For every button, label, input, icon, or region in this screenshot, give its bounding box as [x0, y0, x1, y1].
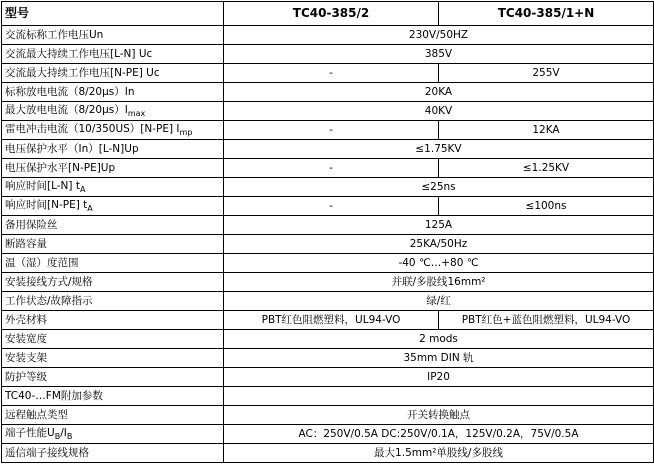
row-value-span: -40 ℃…+80 ℃: [224, 254, 654, 273]
table-row: [2, 330, 654, 349]
row-value-span: 385V: [224, 45, 654, 64]
row-label: 雷电冲击电流（10/350US）[N-PE] $I_{mp}$: [2, 121, 224, 140]
row-label: 断路容量: [2, 235, 224, 254]
row-label: 远程触点类型: [2, 406, 224, 425]
table-row: [2, 406, 654, 425]
table-row: [2, 216, 654, 235]
row-label: 温（湿）度范围: [2, 254, 224, 273]
table-row: [2, 102, 654, 121]
row-value-1: PBT红色阻燃塑料，UL94-VO: [224, 311, 439, 330]
row-value-span: 2 mods: [224, 330, 654, 349]
table-row: [2, 311, 654, 330]
row-value-span: 绿/红: [224, 292, 654, 311]
row-label: 遥信端子接线规格: [2, 444, 224, 463]
row-value-2: ≤100ns: [439, 197, 654, 216]
row-label: 最大放电电流$(8/20\mu s)I_{max}$: [2, 102, 224, 121]
row-label: 安装宽度: [2, 330, 224, 349]
table-row: [2, 444, 654, 463]
row-label: 安装接线方式/规格: [2, 273, 224, 292]
row-value-2: 12KA: [439, 121, 654, 140]
row-label: 响应时间[N-PE] $t_A$: [2, 197, 224, 216]
row-label: 标称放电电流（8/20μs）In: [2, 83, 224, 102]
table-row: [2, 197, 654, 216]
row-label: 电压保护水平（In）[L-N]Up: [2, 140, 224, 159]
row-value-1: -: [224, 197, 439, 216]
row-value-span: 125A: [224, 216, 654, 235]
section-label: TC40-…FM附加参数: [2, 387, 224, 406]
table-row: [2, 178, 654, 197]
table-header-row: [2, 2, 654, 26]
table-row: [2, 254, 654, 273]
row-value-span: 25KA/50Hz: [224, 235, 654, 254]
row-value-1: -: [224, 64, 439, 83]
row-label: 电压保护水平[N-PE]Up: [2, 159, 224, 178]
row-label: 交流最大持续工作电压[L-N] Uc: [2, 45, 224, 64]
row-label: 安装支架: [2, 349, 224, 368]
row-label: 端子性能$U_B/I_B$: [2, 425, 224, 444]
table-row: [2, 121, 654, 140]
header-label: 型号: [2, 2, 224, 26]
header-model-1: TC40-385/2: [224, 2, 439, 26]
row-label: 交流标称工作电压Un: [2, 26, 224, 45]
table-row: [2, 140, 654, 159]
table-row: [2, 273, 654, 292]
row-label: 工作状态/故障指示: [2, 292, 224, 311]
row-value-2: PBT红色+蓝色阻燃塑料，UL94-VO: [439, 311, 654, 330]
row-value-span: ≤25ns: [224, 178, 654, 197]
row-value-span: ≤1.75KV: [224, 140, 654, 159]
row-value-1: -: [224, 121, 439, 140]
table-row: [2, 26, 654, 45]
row-value-span: 最大1.5mm²单股线/多股线: [224, 444, 654, 463]
row-value-2: ≤1.25KV: [439, 159, 654, 178]
specification-table: [1, 1, 654, 463]
header-model-2: TC40-385/1+N: [439, 2, 654, 26]
row-value-2: 255V: [439, 64, 654, 83]
row-value-span: 并联/多股线16mm²: [224, 273, 654, 292]
row-value-span: IP20: [224, 368, 654, 387]
row-value-span: 20KA: [224, 83, 654, 102]
table-row: [2, 349, 654, 368]
table-row: [2, 425, 654, 444]
table-row: [2, 64, 654, 83]
table-row: [2, 83, 654, 102]
row-value-span: 开关转换触点: [224, 406, 654, 425]
row-label: 响应时间[L-N] $t_A$: [2, 178, 224, 197]
row-value-span: AC：250V/0.5A DC:250V/0.1A，125V/0.2A，75V/0.5A: [224, 425, 654, 444]
row-label: 交流最大持续工作电压[N-PE] Uc: [2, 64, 224, 83]
table-row: [2, 235, 654, 254]
table-row: [2, 45, 654, 64]
row-label: 外壳材料: [2, 311, 224, 330]
table-section-row: [2, 387, 654, 406]
table-row: [2, 368, 654, 387]
row-label: 备用保险丝: [2, 216, 224, 235]
row-value-span: 230V/50HZ: [224, 26, 654, 45]
row-value-1: -: [224, 159, 439, 178]
table-body: [2, 2, 654, 463]
section-value: [224, 387, 654, 406]
table-row: [2, 292, 654, 311]
row-value-span: 35mm DIN 轨: [224, 349, 654, 368]
row-value-span: 40KV: [224, 102, 654, 121]
row-label: 防护等级: [2, 368, 224, 387]
table-row: [2, 159, 654, 178]
